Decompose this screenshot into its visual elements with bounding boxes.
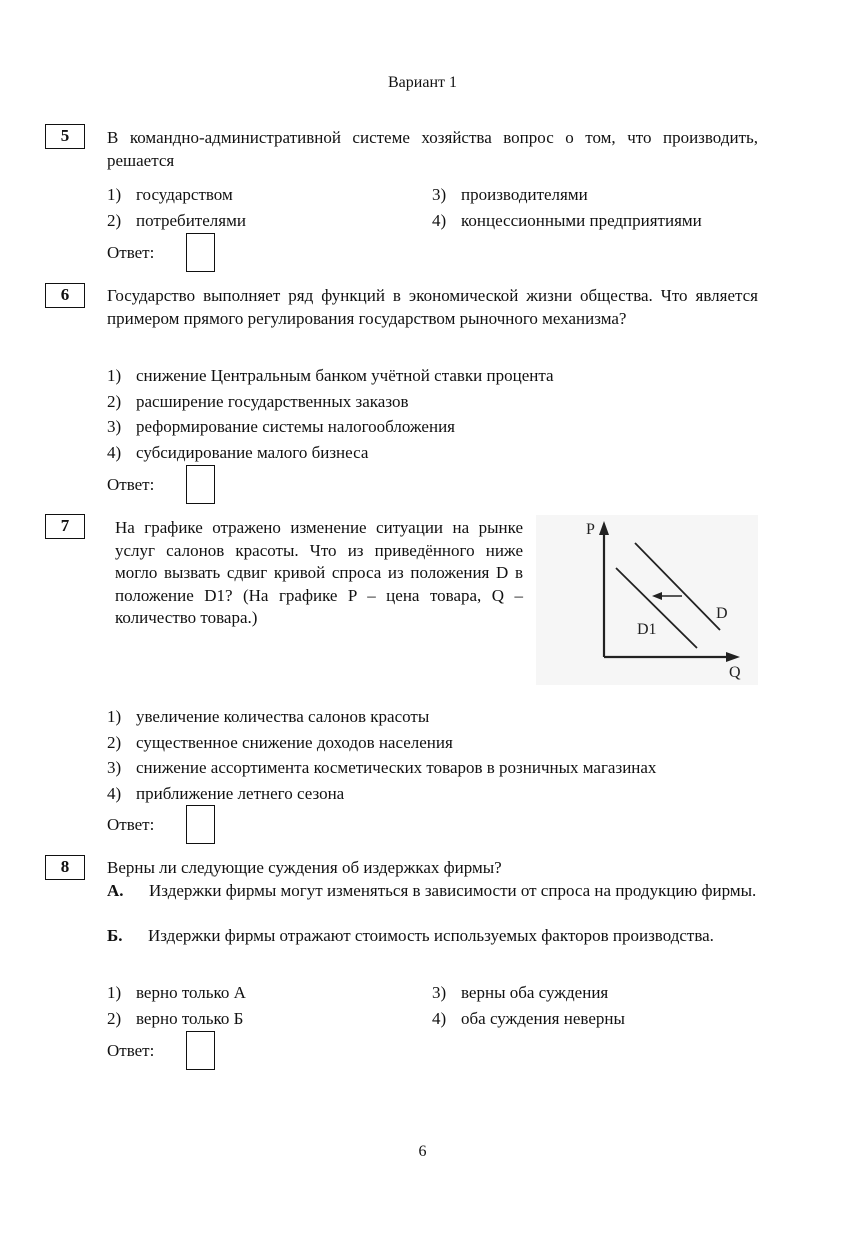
question-6-text: Государство выполняет ряд функций в экономической жизни общества. Что является примером прямого регулирования государством рыночного механизма? (107, 286, 758, 328)
page-header: Вариант 1 (388, 74, 457, 91)
q8-option-1[interactable]: 1) верно только А (107, 983, 246, 1002)
q6-option-3[interactable]: 3) реформирование системы налогообложения (107, 417, 455, 436)
x-axis-label: Q (729, 664, 741, 681)
q7-option-4[interactable]: 4) приближение летнего сезона (107, 784, 345, 803)
q8-answer-box[interactable] (186, 1031, 215, 1070)
curve-d-label: D (716, 605, 728, 622)
q8-option-3[interactable]: 3) верны оба суждения (432, 983, 609, 1002)
question-8-text: Верны ли следующие суждения об издержках фирмы? (107, 858, 502, 877)
question-5-number: 5 (45, 124, 85, 149)
q7-option-2[interactable]: 2) существенное снижение доходов населения (107, 733, 453, 752)
q5-answer-label: Ответ: (107, 243, 155, 262)
q5-option-2[interactable]: 2) потребителями (107, 211, 246, 230)
q8-answer-label: Ответ: (107, 1041, 155, 1060)
q6-answer-box[interactable] (186, 465, 215, 504)
judgement-a (107, 880, 758, 903)
q8-option-4[interactable]: 4) оба суждения неверны (432, 1009, 625, 1028)
question-8-number: 8 (45, 855, 85, 880)
y-axis-label: P (586, 521, 595, 538)
q5-option-1[interactable]: 1) государством (107, 185, 233, 204)
question-5-text: В командно-административной системе хозяйства вопрос о том, что производить, решается (107, 128, 758, 170)
q7-answer-box[interactable] (186, 805, 215, 844)
q8-option-2[interactable]: 2) верно только Б (107, 1009, 244, 1028)
q6-answer-label: Ответ: (107, 475, 155, 494)
q6-option-1[interactable]: 1) снижение Центральным банком учётной ставки процента (107, 366, 554, 385)
page-number: 6 (418, 1143, 427, 1160)
judgement-a-label: А. (107, 881, 124, 900)
q7-option-3[interactable]: 3) снижение ассортимента косметических товаров в розничных магазинах (107, 758, 657, 777)
curve-d1-label: D1 (637, 621, 657, 638)
judgement-b (107, 925, 758, 948)
q6-option-2[interactable]: 2) расширение государственных заказов (107, 392, 409, 411)
q6-option-4[interactable]: 4) субсидирование малого бизнеса (107, 443, 369, 462)
judgement-b-text: Издержки фирмы отражают стоимость используемых факторов производства. (148, 926, 714, 945)
q5-answer-box[interactable] (186, 233, 215, 272)
q5-option-4[interactable]: 4) концессионными предприятиями (432, 211, 702, 230)
graph-background (536, 515, 758, 685)
question-7-number: 7 (45, 514, 85, 539)
judgement-a-text: Издержки фирмы могут изменяться в зависимости от спроса на продукцию фирмы. (149, 881, 757, 900)
question-7-text: На графике отражено изменение ситуации на рынке услуг салонов красоты. Что из приведённого ниже могло вызвать сдвиг кривой спроса из положения D в положение D1? (На графике P – цена товара, Q – количество товара.) (115, 518, 523, 627)
question-6-number: 6 (45, 283, 85, 308)
q7-answer-label: Ответ: (107, 815, 155, 834)
demand-shift-graph (536, 515, 758, 685)
q5-option-3[interactable]: 3) производителями (432, 185, 588, 204)
q7-option-1[interactable]: 1) увеличение количества салонов красоты (107, 707, 430, 726)
judgement-b-label: Б. (107, 926, 123, 945)
